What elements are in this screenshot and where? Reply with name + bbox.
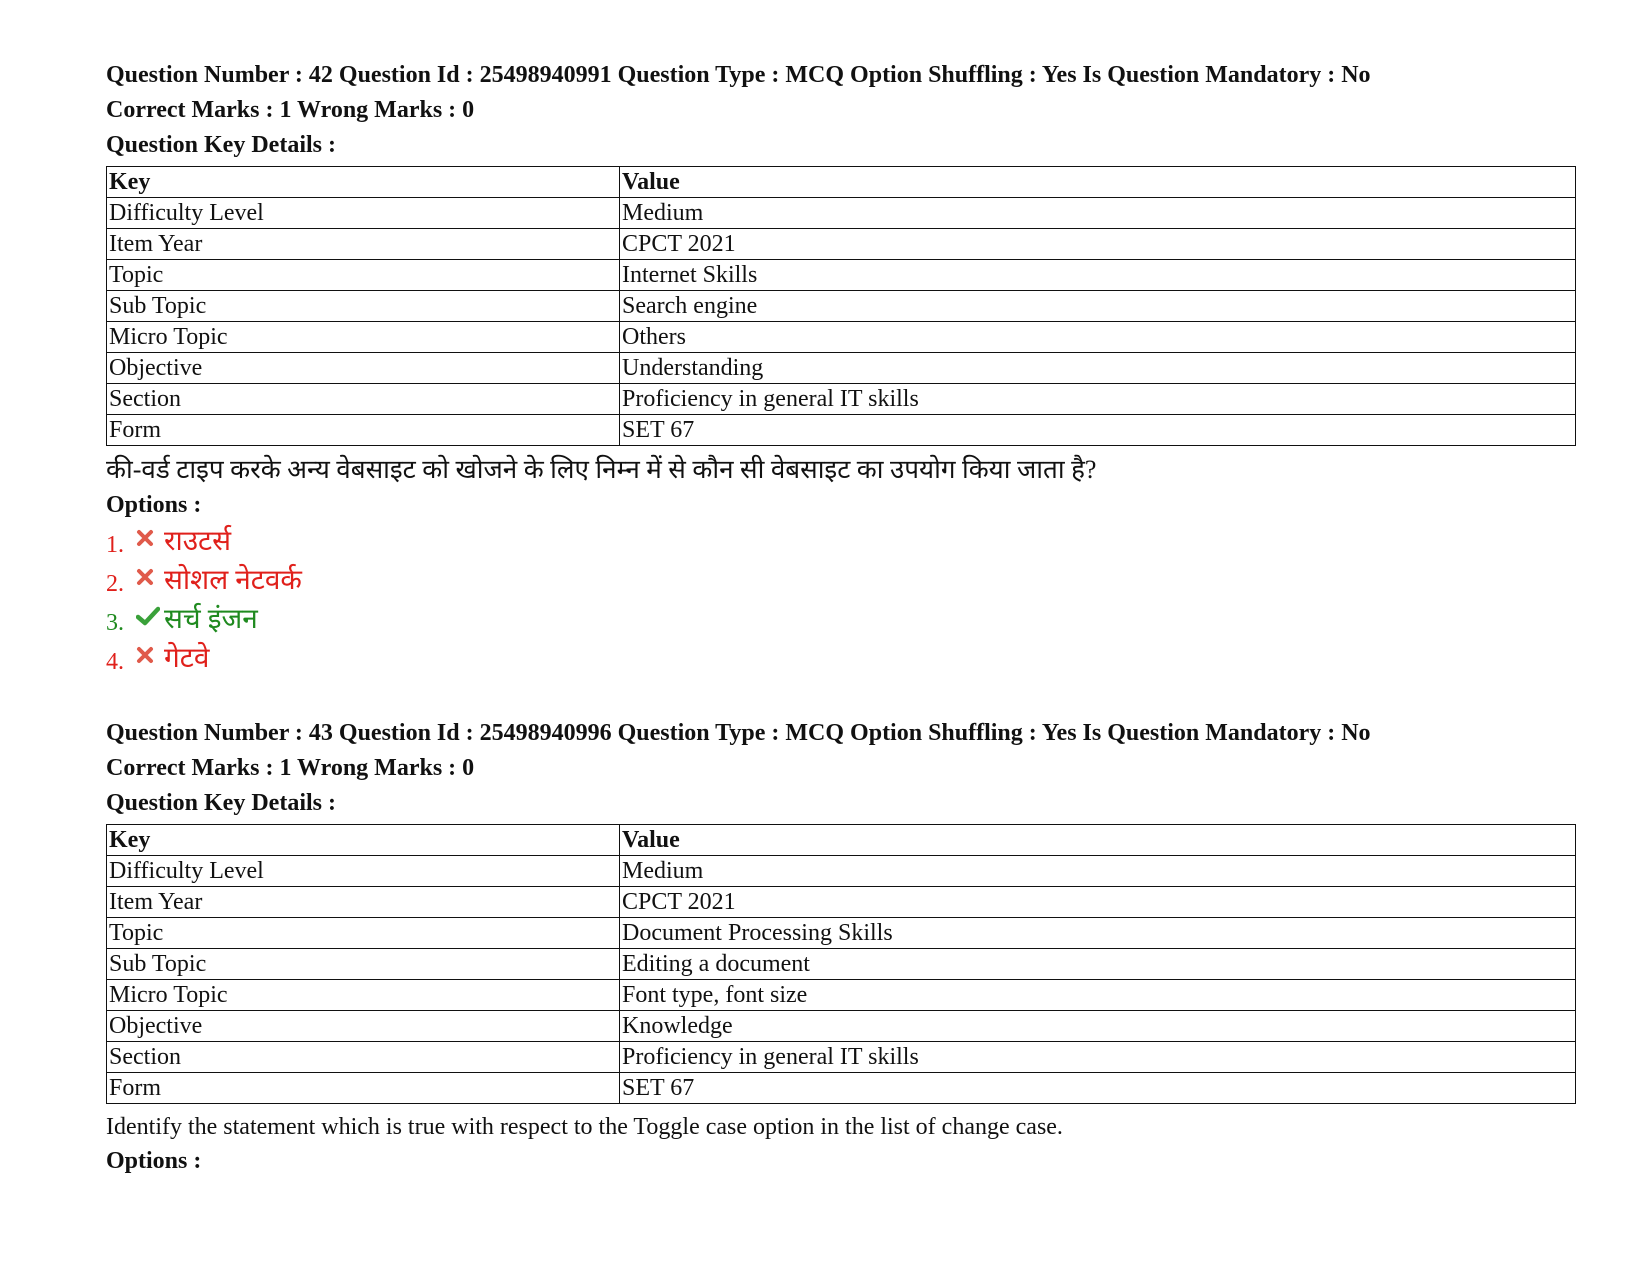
cross-icon [136, 564, 162, 590]
row-value: SET 67 [620, 1073, 1576, 1104]
table-row [107, 1073, 1576, 1104]
option-4 [106, 639, 1576, 678]
option-text: सोशल नेटवर्क [164, 565, 302, 596]
option-number: 1. [106, 532, 124, 558]
row-key: Section [107, 1042, 620, 1073]
row-value: Font type, font size [620, 980, 1576, 1011]
row-value: CPCT 2021 [620, 229, 1576, 260]
cross-icon [136, 642, 162, 668]
row-value: Proficiency in general IT skills [620, 384, 1576, 415]
row-value: Proficiency in general IT skills [620, 1042, 1576, 1073]
table-header-row [107, 825, 1576, 856]
table-row [107, 887, 1576, 918]
row-value: Search engine [620, 291, 1576, 322]
table-row [107, 949, 1576, 980]
row-value: Medium [620, 856, 1576, 887]
row-value: Document Processing Skills [620, 918, 1576, 949]
row-value: CPCT 2021 [620, 887, 1576, 918]
table-row [107, 229, 1576, 260]
check-icon [136, 603, 162, 629]
table-header-row [107, 167, 1576, 198]
column-header-key: Key [107, 825, 620, 856]
row-key: Micro Topic [107, 980, 620, 1011]
row-value: Knowledge [620, 1011, 1576, 1042]
column-header-value: Value [620, 825, 1576, 856]
row-key: Item Year [107, 887, 620, 918]
option-text: गेटवे [164, 643, 210, 674]
options-label: Options : [106, 1148, 202, 1174]
question-text: की-वर्ड टाइप करके अन्य वेबसाइट को खोजने के लिए निम्न में से कौन सी वेबसाइट का उपयोग किया जाता है? [106, 455, 1097, 484]
options-label: Options : [106, 492, 202, 518]
row-key: Topic [107, 918, 620, 949]
question-42 [106, 58, 1576, 678]
table-row [107, 1011, 1576, 1042]
key-details-label: Question Key Details : [106, 132, 336, 158]
question-header: Question Number : 43 Question Id : 25498940996 Question Type : MCQ Option Shuffling : Yes Is Question Mandatory : No [106, 720, 1371, 746]
option-number: 4. [106, 649, 124, 675]
row-key: Objective [107, 353, 620, 384]
table-row [107, 353, 1576, 384]
table-row [107, 198, 1576, 229]
question-43 [106, 716, 1576, 1178]
marks-line: Correct Marks : 1 Wrong Marks : 0 [106, 755, 475, 781]
row-value: Editing a document [620, 949, 1576, 980]
row-key: Difficulty Level [107, 856, 620, 887]
row-value: Medium [620, 198, 1576, 229]
key-details-table [106, 824, 1576, 1104]
table-row [107, 260, 1576, 291]
column-header-value: Value [620, 167, 1576, 198]
row-key: Section [107, 384, 620, 415]
table-row [107, 1042, 1576, 1073]
option-3 [106, 600, 1576, 639]
table-row [107, 980, 1576, 1011]
option-text: राउटर्स [164, 526, 232, 557]
table-row [107, 384, 1576, 415]
row-key: Sub Topic [107, 291, 620, 322]
key-details-table [106, 166, 1576, 446]
table-row [107, 918, 1576, 949]
marks-line: Correct Marks : 1 Wrong Marks : 0 [106, 97, 475, 123]
option-number: 2. [106, 571, 124, 597]
row-value: SET 67 [620, 415, 1576, 446]
cross-icon [136, 525, 162, 551]
table-row [107, 322, 1576, 353]
option-number: 3. [106, 610, 124, 636]
table-row [107, 415, 1576, 446]
row-key: Difficulty Level [107, 198, 620, 229]
column-header-key: Key [107, 167, 620, 198]
row-value: Internet Skills [620, 260, 1576, 291]
option-2 [106, 561, 1576, 600]
row-key: Form [107, 415, 620, 446]
document-page [106, 58, 1576, 1178]
row-key: Item Year [107, 229, 620, 260]
row-key: Objective [107, 1011, 620, 1042]
question-text: Identify the statement which is true with respect to the Toggle case option in the list of change case. [106, 1114, 1063, 1140]
option-text: सर्च इंजन [164, 604, 258, 635]
key-details-label: Question Key Details : [106, 790, 336, 816]
table-row [107, 291, 1576, 322]
question-header: Question Number : 42 Question Id : 25498940991 Question Type : MCQ Option Shuffling : Yes Is Question Mandatory : No [106, 62, 1371, 88]
row-value: Understanding [620, 353, 1576, 384]
table-row [107, 856, 1576, 887]
row-key: Form [107, 1073, 620, 1104]
row-key: Topic [107, 260, 620, 291]
option-1 [106, 522, 1576, 561]
row-key: Micro Topic [107, 322, 620, 353]
row-value: Others [620, 322, 1576, 353]
row-key: Sub Topic [107, 949, 620, 980]
